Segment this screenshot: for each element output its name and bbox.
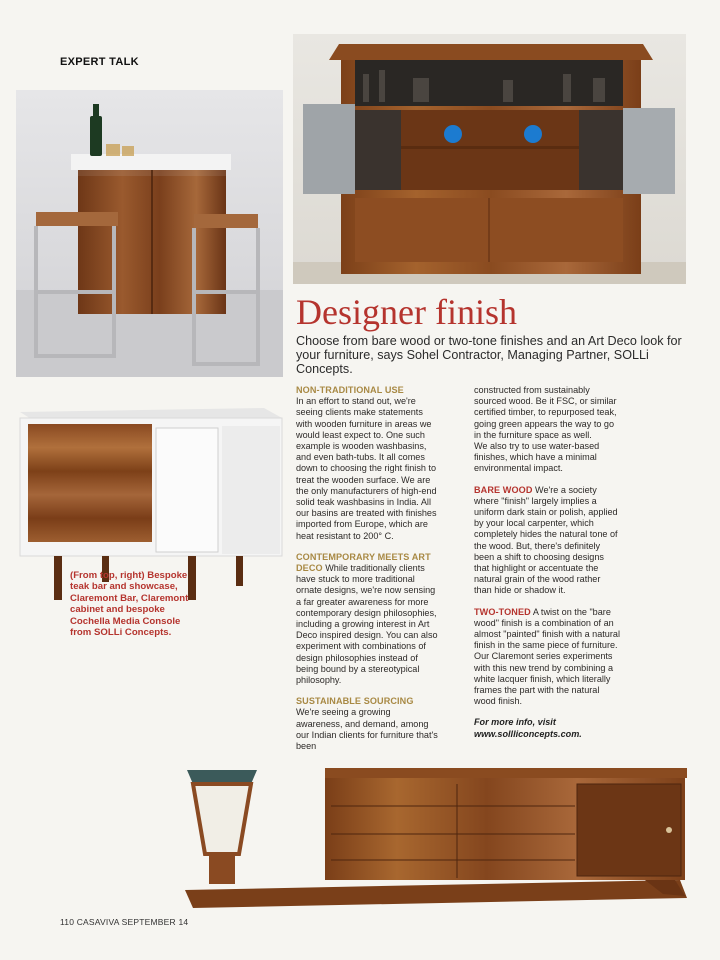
paragraph-text: We're seeing a growing awareness, and demand, among our Indian clients for furniture that's been — [296, 707, 438, 752]
more-info-link[interactable]: For more info, visit www.sollliconcepts.com. — [474, 717, 582, 739]
article-column-1 — [296, 385, 438, 762]
paragraph — [474, 441, 620, 475]
paragraph-text: A twist on the "bare wood" finish is a combination of an almost "painted" finish with a natural finish in the same piece of furniture. Our Claremont series experiments with this new trend by combining a white lacquer finish, which literally frames the part with the natural wood finish. — [474, 606, 620, 707]
paragraph-text: We're a society where "finish" largely implies a uniform dark stain or polish, applied by your local carpenter, which completely hides the natural tone of the wood. But, there's definitely been a shift to choosing designs that highlight or accentuate the natural grain of the wood rather than hide or shadow it. — [474, 484, 618, 596]
standfirst: Choose from bare wood or two-tone finishes and an Art Deco look for your furniture, says Sohel Contractor, Managing Partner, SOLLi Concepts. — [296, 334, 682, 377]
paragraph — [474, 607, 620, 708]
paragraph — [296, 385, 438, 542]
subheading-sustainable-sourcing: SUSTAINABLE SOURCING — [296, 696, 414, 707]
paragraph-text: While traditionally clients have stuck to more traditional ornate designs, we're now sensing a far greater awareness for more contemporary design philosophies, including a growing interest in Art Deco inspired design. You can also experiment with combinations of design philosophies instead of being bound by a stereotypical philosophy. — [296, 563, 438, 686]
cochella-media-console-illustration — [175, 762, 695, 938]
page-headline: Designer finish — [296, 292, 517, 332]
page-footer-folio: 110 CASAVIVA SEPTEMBER 14 — [60, 917, 189, 927]
photo-caption: (From top, right) Bespoke teak bar and showcase, Claremont Bar, Claremont cabinet and bespoke Cochella Media Console from SOLLi Concepts. — [70, 570, 189, 639]
paragraph — [474, 385, 620, 441]
paragraph — [296, 696, 438, 752]
showcase-photo — [293, 34, 686, 284]
subheading-two-toned: TWO-TONED — [474, 606, 531, 617]
bar-photo — [16, 90, 283, 377]
paragraph-text: We also try to use water-based finishes, which have a minimal environmental impact. — [474, 441, 600, 474]
media-console-photo — [175, 762, 695, 938]
teak-bar-illustration — [16, 90, 283, 377]
paragraph-text: constructed from sustainably sourced wood. Be it FSC, or similar certified timber, to repurposed teak, going green appears the way to go in the furniture space as well. — [474, 385, 617, 440]
paragraph — [474, 485, 620, 597]
article-column-2 — [474, 385, 620, 750]
paragraph-text: In an effort to stand out, we're seeing clients make statements with wooden furniture in areas we would least expect to. One such example is wooden washbasins, and even bath-tubs. It all comes down to choosing the right finish to treat the wooden surface. We are the only manufacturers of high-end solid teak washbasins in India. All our basins are treated with finishes imported from Europe, which are heat resistant to 200° C. — [296, 396, 437, 541]
subheading-contemporary-meets-art-deco: CONTEMPORARY MEETS ART DECO — [296, 551, 431, 574]
teak-showcase-illustration — [293, 34, 686, 284]
section-tag: EXPERT TALK — [60, 56, 139, 68]
subheading-bare-wood: BARE WOOD — [474, 484, 533, 495]
paragraph — [296, 552, 438, 686]
subheading-non-traditional-use: NON-TRADITIONAL USE — [296, 385, 404, 395]
